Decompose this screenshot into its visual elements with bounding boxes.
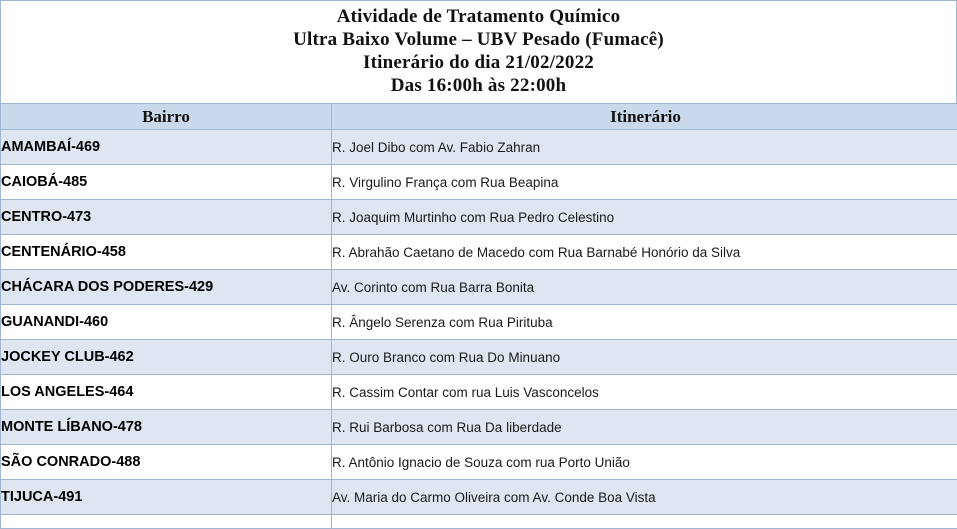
title-line-2: Ultra Baixo Volume – UBV Pesado (Fumacê)	[1, 28, 956, 51]
table-row	[1, 375, 957, 410]
cell-bairro: CENTENÁRIO-458	[1, 235, 332, 270]
cell-bairro: CENTRO-473	[1, 200, 332, 235]
table-row	[1, 305, 957, 340]
table-row-filler	[1, 515, 957, 529]
cell-itinerario: R. Abrahão Caetano de Macedo com Rua Barnabé Honório da Silva	[332, 235, 957, 270]
title-line-1: Atividade de Tratamento Químico	[1, 5, 956, 28]
cell-filler-itinerario	[332, 515, 957, 529]
cell-bairro: TIJUCA-491	[1, 480, 332, 515]
cell-itinerario: Av. Corinto com Rua Barra Bonita	[332, 270, 957, 305]
column-header-itinerario: Itinerário	[332, 104, 957, 130]
itinerary-table	[0, 103, 957, 529]
cell-itinerario: R. Virgulino França com Rua Beapina	[332, 165, 957, 200]
cell-bairro: JOCKEY CLUB-462	[1, 340, 332, 375]
table-row	[1, 270, 957, 305]
table-row	[1, 130, 957, 165]
cell-bairro: MONTE LÍBANO-478	[1, 410, 332, 445]
table-row	[1, 200, 957, 235]
table-header	[1, 104, 957, 130]
table-row	[1, 235, 957, 270]
cell-itinerario: R. Ouro Branco com Rua Do Minuano	[332, 340, 957, 375]
title-line-4: Das 16:00h às 22:00h	[1, 74, 956, 97]
cell-itinerario: R. Joel Dibo com Av. Fabio Zahran	[332, 130, 957, 165]
table-header-row	[1, 104, 957, 130]
title-block	[0, 0, 957, 103]
cell-itinerario: R. Antônio Ignacio de Souza com rua Porto União	[332, 445, 957, 480]
table-row	[1, 165, 957, 200]
cell-bairro: SÃO CONRADO-488	[1, 445, 332, 480]
table-row	[1, 410, 957, 445]
cell-itinerario: R. Ângelo Serenza com Rua Pirituba	[332, 305, 957, 340]
cell-itinerario: R. Cassim Contar com rua Luis Vasconcelos	[332, 375, 957, 410]
table-body	[1, 130, 957, 529]
title-line-3: Itinerário do dia 21/02/2022	[1, 51, 956, 74]
cell-bairro: GUANANDI-460	[1, 305, 332, 340]
cell-bairro: CAIOBÁ-485	[1, 165, 332, 200]
cell-bairro: AMAMBAÍ-469	[1, 130, 332, 165]
cell-itinerario: Av. Maria do Carmo Oliveira com Av. Conde Boa Vista	[332, 480, 957, 515]
cell-bairro: CHÁCARA DOS PODERES-429	[1, 270, 332, 305]
column-header-bairro: Bairro	[1, 104, 332, 130]
table-row	[1, 340, 957, 375]
cell-filler-bairro	[1, 515, 332, 529]
cell-itinerario: R. Joaquim Murtinho com Rua Pedro Celestino	[332, 200, 957, 235]
cell-bairro: LOS ANGELES-464	[1, 375, 332, 410]
table-row	[1, 480, 957, 515]
cell-itinerario: R. Rui Barbosa com Rua Da liberdade	[332, 410, 957, 445]
table-row	[1, 445, 957, 480]
